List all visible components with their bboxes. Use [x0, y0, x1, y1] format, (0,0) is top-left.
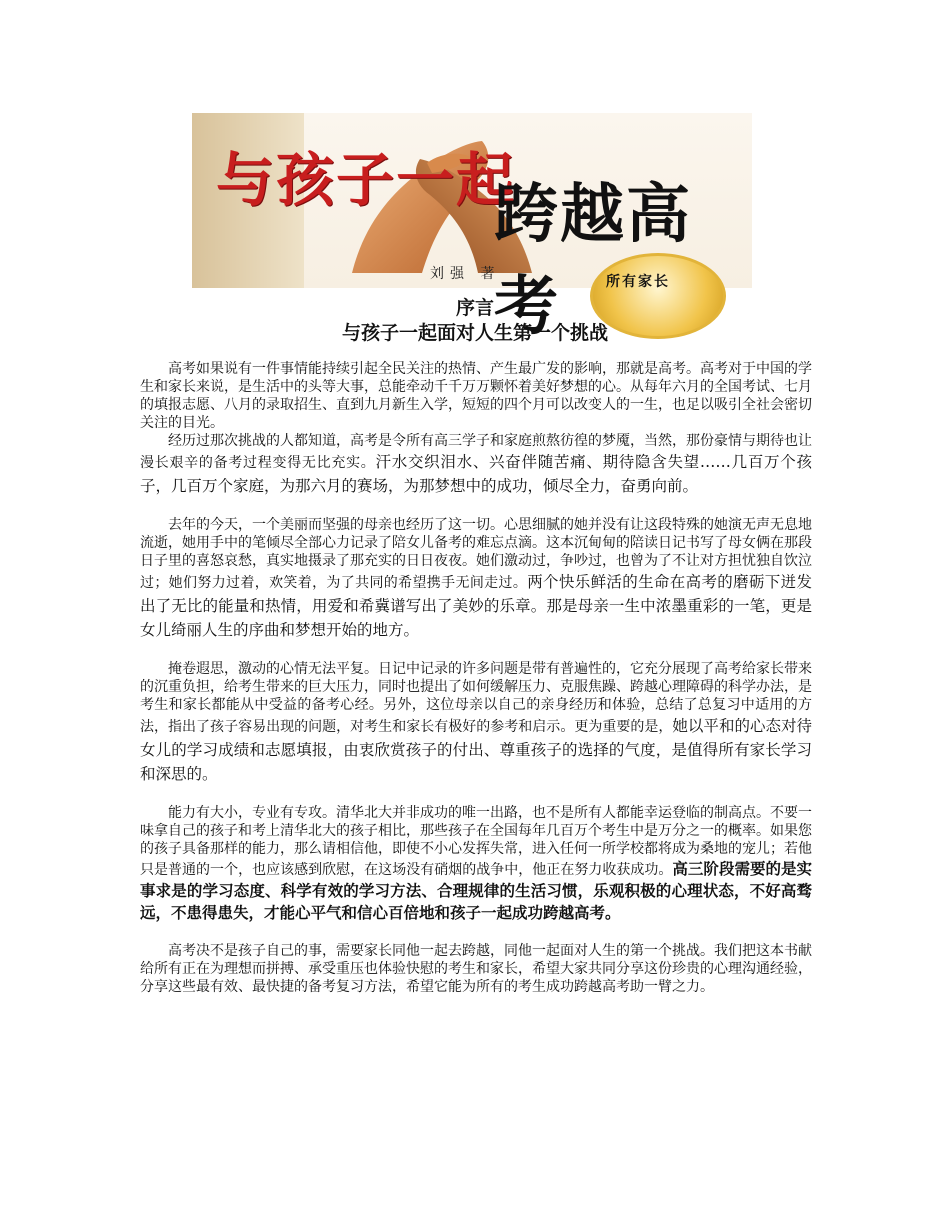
paragraph-1-text: 高考如果说有一件事情能持续引起全民关注的热情、产生最广发的影响，那就是高考。高考对于中国的学生和家长来说，是生活中的头等大事，总能牵动千千万万颗怀着美好梦想的心。从每年六月的全国考试、七月的填报志愿、八月的录取招生、直到九月新生入学，短短的四个月可以改变人的一生，也足以吸引全社会密切关注的目光。: [140, 361, 812, 431]
paragraph-5-bold: 高三阶段需要的是实事求是的学习态度、科学有效的学习方法、合理规律的生活习惯，乐观积极的心理状态，不好高骛远，不患得患失，才能心平气和信心百倍地和孩子一起成功跨越高考。: [140, 860, 812, 922]
paragraph-6-text: 高考决不是孩子自己的事，需要家长同他一起去跨越，同他一起面对人生的第一个挑战。我们把这本书献给所有正在为理想而拼搏、承受重压也体验快慰的考生和家长，希望大家共同分享这份珍贵的心理沟通经验，分享这些最有效、最快捷的备考复习方法，希望它能为所有的考生成功跨越高考助一臂之力。: [140, 943, 812, 995]
paragraph-2-emphasis: 汗水交织泪水、兴奋伴随苦痛、期待隐含失望……几百万个孩子，几百万个家庭，为那六月的赛场，为那梦想中的成功，倾尽全力，奋勇向前。: [140, 453, 812, 495]
section-subtitle: 与孩子一起面对人生第一个挑战: [341, 322, 608, 344]
paragraph-4-text: 掩卷遐思，激动的心情无法平复。日记中记录的许多问题是带有普遍性的，它充分展现了高考给家长带来的沉重负担，给考生带来的巨大压力，同时也提出了如何缓解压力、克服焦躁、跨越心理障碍的科学办法，是考生和家长都能从中受益的备考心经。另外，这位母亲以自己的亲身经历和体验，总结了总复习中适用的方法，指出了孩子容易出现的问题，对考生和家长有极好的参考和启示。更为重要的是，: [140, 661, 812, 735]
cover-title-right: 跨越高考: [494, 178, 692, 344]
paragraph-2: [140, 432, 812, 498]
paragraph-3-text: 去年的今天，一个美丽而坚强的母亲也经历了这一切。心思细腻的她并没有让这段特殊的她演无声无息地流逝，她用手中的笔倾尽全部心力记录了陪女儿备考的难忘点滴。这本沉甸甸的陪读日记书写了母女俩在那段日子里的喜怒哀愁，真实地摄录了那充实的日日夜夜。她们激动过，争吵过，也曾为了不让对方担忧独自饮泣过；她们努力过着，欢笑着，为了共同的希望携手无间走过。: [140, 517, 812, 591]
cover-author: 刘强 著: [430, 266, 501, 282]
preface-body: [140, 360, 812, 996]
paragraph-3-emphasis: 两个快乐鲜活的生命在高考的磨砺下迸发出了无比的能量和热情，用爱和希冀谱写出了美妙的乐章。那是母亲一生中浓墨重彩的一笔，更是女儿绮丽人生的序曲和梦想开始的地方。: [140, 573, 812, 639]
paragraph-5: [140, 804, 812, 924]
paragraph-5-text: 能力有大小，专业有专攻。清华北大并非成功的唯一出路，也不是所有人都能幸运登临的制高点。不要一味拿自己的孩子和考上清华北大的孩子相比，那些孩子在全国每年几百万个考生中是万分之一的概率。如果您的孩子具备那样的能力，那么请相信他，即使不小心发挥失常，进入任何一所学校都将成为桑地的宠儿；若他只是普通的一个，也应该感到欣慰，在这场没有硝烟的战争中，他正在努力收获成功。: [140, 805, 812, 878]
cover-badge-text: 所有家长: [606, 274, 670, 290]
paragraph-2-text: 经历过那次挑战的人都知道，高考是令所有高三学子和家庭煎熬彷徨的梦魇，当然，那份豪情与期待也让漫长艰辛的备考过程变得无比充实。: [140, 433, 812, 471]
paragraph-4: [140, 660, 812, 786]
paragraph-4-emphasis: 她以平和的心态对待女儿的学习成绩和志愿填报，由衷欣赏孩子的付出、尊重孩子的选择的气度，是值得所有家长学习和深思的。: [140, 717, 812, 783]
section-title: 序言: [455, 297, 494, 319]
paragraph-6: [140, 942, 812, 996]
cover-title-left: 与孩子一起: [216, 146, 517, 214]
paragraph-3: [140, 516, 812, 642]
paragraph-1: [140, 360, 812, 432]
